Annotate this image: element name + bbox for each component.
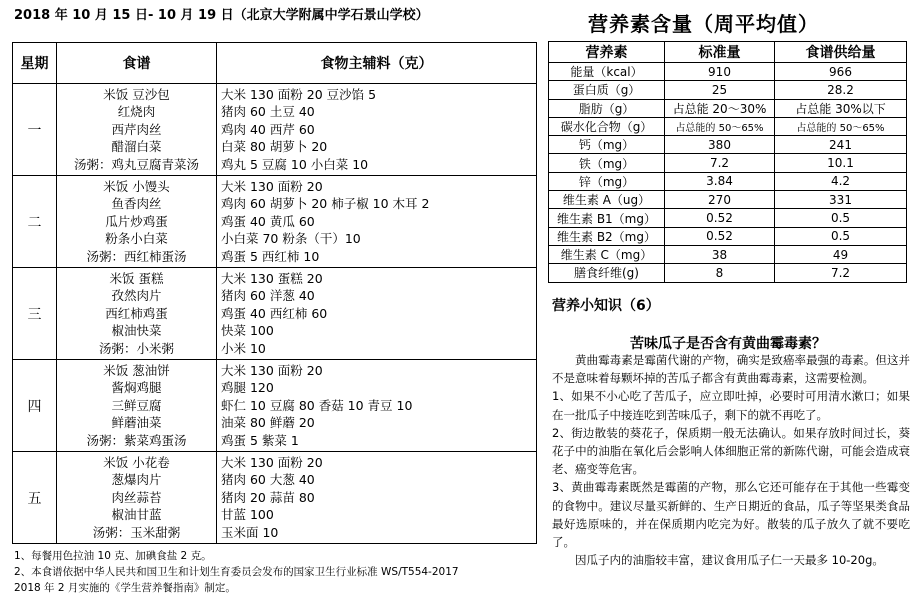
menu-body bbox=[13, 84, 537, 544]
standard-value: 占总能的 50～65% bbox=[665, 117, 775, 135]
dishes-cell bbox=[57, 452, 217, 544]
dish-item: 米饭 小馒头 bbox=[103, 179, 170, 195]
nutrition-table bbox=[548, 41, 907, 283]
ingredient-item: 大米 130 面粉 20 bbox=[221, 455, 323, 471]
supply-value: 0.5 bbox=[775, 209, 907, 227]
supply-value: 占总能的 50～65% bbox=[775, 117, 907, 135]
dish-item: 汤粥：西红柿蛋汤 bbox=[86, 248, 187, 264]
ingredient-item: 猪肉 60 土豆 40 bbox=[221, 104, 315, 120]
dish-item: 三鲜豆腐 bbox=[111, 397, 162, 413]
nutrient-name: 钙（mg） bbox=[549, 136, 665, 154]
supply-value: 4.2 bbox=[775, 172, 907, 190]
nutrition-body bbox=[549, 63, 907, 283]
footnotes bbox=[14, 548, 534, 596]
dish-item: 瓜片炒鸡蛋 bbox=[105, 213, 168, 229]
supply-value: 331 bbox=[775, 191, 907, 209]
supply-value: 49 bbox=[775, 245, 907, 263]
dish-item: 汤粥：紫菜鸡蛋汤 bbox=[86, 432, 187, 448]
weekday-header: 星期 bbox=[13, 43, 57, 84]
ingredient-item: 大米 130 面粉 20 bbox=[221, 179, 323, 195]
nutrient-name: 维生素 A（ug） bbox=[549, 191, 665, 209]
knowledge-paragraph: 黄曲霉毒素是霉菌代谢的产物，确实是致癌率最强的毒素。但这并不是意味着每颗坏掉的苦瓜子都含有黄曲霉毒素，这需要检测。 bbox=[552, 353, 910, 386]
dish-item: 葱爆肉片 bbox=[111, 472, 162, 488]
nutrition-row bbox=[549, 227, 907, 245]
nutrient-name: 铁（mg） bbox=[549, 154, 665, 172]
dishes-cell bbox=[57, 84, 217, 176]
nutrition-row bbox=[549, 81, 907, 99]
weekday-cell: 四 bbox=[13, 360, 57, 452]
recipe-header: 食谱 bbox=[57, 43, 217, 84]
weekday-cell: 一 bbox=[13, 84, 57, 176]
nutrition-row bbox=[549, 245, 907, 263]
dish-item: 西红柿鸡蛋 bbox=[105, 305, 168, 321]
weekday-cell: 五 bbox=[13, 452, 57, 544]
dish-item: 米饭 蛋糕 bbox=[109, 271, 164, 287]
ingredients-cell bbox=[217, 268, 537, 360]
dishes-cell bbox=[57, 360, 217, 452]
dish-item: 汤粥：玉米甜粥 bbox=[92, 524, 181, 540]
dish-item: 粉条小白菜 bbox=[105, 231, 168, 247]
menu-header-row bbox=[13, 43, 537, 84]
nutrition-row bbox=[549, 172, 907, 190]
ingredient-item: 白菜 80 胡萝卜 20 bbox=[221, 139, 328, 155]
standard-value: 25 bbox=[665, 81, 775, 99]
ingredient-item: 大米 130 面粉 20 豆沙馅 5 bbox=[221, 87, 377, 103]
nutrient-header: 营养素 bbox=[549, 42, 665, 63]
menu-date-header: 2018 年 10 月 15 日- 10 月 19 日（北京大学附属中学石景山学校） bbox=[14, 8, 429, 23]
supply-value: 28.2 bbox=[775, 81, 907, 99]
menu-day-row bbox=[13, 176, 537, 268]
dish-item: 汤粥：鸡丸豆腐青菜汤 bbox=[73, 156, 199, 172]
knowledge-paragraph: 3、黄曲霉毒素既然是霉菌的产物，那么它还可能存在于其他一些霉变的食物中。建议尽量买新鲜的、生产日期近的食品，瓜子等坚果类食品最好选原味的，并在保质期内吃完为好。散装的瓜子放久了就不要吃了。 bbox=[552, 480, 910, 550]
ingredient-item: 虾仁 10 豆腐 80 香菇 10 青豆 10 bbox=[221, 397, 413, 413]
weekday-cell: 二 bbox=[13, 176, 57, 268]
nutrient-name: 脂肪（g） bbox=[549, 99, 665, 117]
ingredients-cell bbox=[217, 360, 537, 452]
ingredient-item: 甘蓝 100 bbox=[221, 507, 274, 523]
dish-item: 醋溜白菜 bbox=[111, 139, 162, 155]
knowledge-question: 苦味瓜子是否含有黄曲霉毒素？ bbox=[630, 336, 826, 352]
menu-day-row bbox=[13, 360, 537, 452]
nutrition-row bbox=[549, 191, 907, 209]
ingredient-item: 小白菜 70 粉条（干）10 bbox=[221, 231, 361, 247]
standard-value: 7.2 bbox=[665, 154, 775, 172]
ingredient-item: 鸡丸 5 豆腐 10 小白菜 10 bbox=[221, 156, 369, 172]
footnote: 2、本食谱依据中华人民共和国卫生和计划生育委员会发布的国家卫生行业标准 WS/T554-2017 bbox=[14, 566, 459, 578]
dish-item: 肉丝蒜苔 bbox=[111, 489, 162, 505]
ingredient-item: 鸡肉 40 西芹 60 bbox=[221, 121, 315, 137]
ingredient-item: 鸡蛋 5 西红柿 10 bbox=[221, 248, 320, 264]
nutrient-name: 蛋白质（g） bbox=[549, 81, 665, 99]
dish-item: 鱼香肉丝 bbox=[111, 196, 162, 212]
ingredient-item: 大米 130 面粉 20 bbox=[221, 363, 323, 379]
supply-value: 0.5 bbox=[775, 227, 907, 245]
dishes-cell bbox=[57, 176, 217, 268]
dish-item: 椒油快菜 bbox=[111, 323, 162, 339]
ingredients-cell bbox=[217, 84, 537, 176]
dish-item: 米饭 葱油饼 bbox=[103, 363, 170, 379]
dish-item: 红烧肉 bbox=[117, 104, 156, 120]
dish-item: 孜然肉片 bbox=[111, 288, 162, 304]
standard-value: 占总能 20～30% bbox=[665, 99, 775, 117]
nutrient-name: 维生素 B2（mg） bbox=[549, 227, 665, 245]
nutrition-row bbox=[549, 264, 907, 282]
ingredients-cell bbox=[217, 452, 537, 544]
dish-item: 西芹肉丝 bbox=[111, 121, 162, 137]
nutrition-row bbox=[549, 209, 907, 227]
knowledge-paragraph: 因瓜子内的油脂较丰富，建议食用瓜子仁一天最多 10-20g。 bbox=[575, 553, 884, 568]
dish-item: 米饭 豆沙包 bbox=[103, 87, 170, 103]
standard-value: 380 bbox=[665, 136, 775, 154]
ingredient-item: 猪肉 60 洋葱 40 bbox=[221, 288, 315, 304]
footnote: 2018 年 2 月实施的《学生营养餐指南》制定。 bbox=[14, 582, 236, 594]
standard-value: 270 bbox=[665, 191, 775, 209]
nutrient-name: 锌（mg） bbox=[549, 172, 665, 190]
ingredient-item: 鸡蛋 40 黄瓜 60 bbox=[221, 213, 315, 229]
ingredient-item: 快菜 100 bbox=[221, 323, 274, 339]
ingredient-item: 小米 10 bbox=[221, 340, 266, 356]
dish-item: 酱焖鸡腿 bbox=[111, 380, 162, 396]
menu-day-row bbox=[13, 84, 537, 176]
menu-day-row bbox=[13, 268, 537, 360]
nutrition-row bbox=[549, 136, 907, 154]
nutrition-header-row bbox=[549, 42, 907, 63]
dish-item: 汤粥：小米粥 bbox=[98, 340, 174, 356]
supply-value: 7.2 bbox=[775, 264, 907, 282]
standard-value: 0.52 bbox=[665, 209, 775, 227]
supply-value: 966 bbox=[775, 63, 907, 81]
ingredient-item: 猪肉 20 蒜苗 80 bbox=[221, 489, 315, 505]
nutrition-row bbox=[549, 99, 907, 117]
nutrient-name: 能量（kcal） bbox=[549, 63, 665, 81]
menu-table bbox=[12, 42, 537, 544]
knowledge-body bbox=[552, 351, 910, 569]
supply-value: 占总能 30%以下 bbox=[775, 99, 907, 117]
knowledge-paragraph: 1、如果不小心吃了苦瓜子，应立即吐掉，必要时可用清水漱口；如果在一批瓜子中接连吃到苦味瓜子，剩下的就不再吃了。 bbox=[552, 389, 910, 422]
ingredient-item: 鸡肉 60 胡萝卜 20 柿子椒 10 木耳 2 bbox=[221, 196, 430, 212]
dish-item: 鲜蘑油菜 bbox=[111, 415, 162, 431]
nutrition-row bbox=[549, 154, 907, 172]
dishes-cell bbox=[57, 268, 217, 360]
ingredient-item: 油菜 80 鲜蘑 20 bbox=[221, 415, 315, 431]
standard-value: 3.84 bbox=[665, 172, 775, 190]
nutrition-title: 营养素含量（周平均值） bbox=[588, 12, 819, 36]
ingredient-item: 大米 130 蛋糕 20 bbox=[221, 271, 323, 287]
ingredients-cell bbox=[217, 176, 537, 268]
standard-value: 38 bbox=[665, 245, 775, 263]
nutrient-name: 维生素 C（mg） bbox=[549, 245, 665, 263]
ingredient-item: 鸡腿 120 bbox=[221, 380, 274, 396]
ingredients-header: 食物主辅料（克） bbox=[217, 43, 537, 84]
weekday-cell: 三 bbox=[13, 268, 57, 360]
standard-header: 标准量 bbox=[665, 42, 775, 63]
supply-header: 食谱供给量 bbox=[775, 42, 907, 63]
footnote: 1、每餐用色拉油 10 克、加碘食盐 2 克。 bbox=[14, 550, 212, 562]
nutrient-name: 膳食纤维(g) bbox=[549, 264, 665, 282]
ingredient-item: 玉米面 10 bbox=[221, 524, 279, 540]
menu-day-row bbox=[13, 452, 537, 544]
dish-item: 椒油甘蓝 bbox=[111, 507, 162, 523]
supply-value: 10.1 bbox=[775, 154, 907, 172]
nutrient-name: 维生素 B1（mg） bbox=[549, 209, 665, 227]
nutrition-row bbox=[549, 117, 907, 135]
ingredient-item: 鸡蛋 5 紫菜 1 bbox=[221, 432, 299, 448]
knowledge-paragraph: 2、街边散装的葵花子，保质期一般无法确认。如果存放时间过长，葵花子中的油脂在氧化后会影响人体细胞正常的新陈代谢，可能会造成衰老、癌变等危害。 bbox=[552, 425, 910, 477]
ingredient-item: 鸡蛋 40 西红柿 60 bbox=[221, 305, 328, 321]
nutrient-name: 碳水化合物（g） bbox=[549, 117, 665, 135]
supply-value: 241 bbox=[775, 136, 907, 154]
dish-item: 米饭 小花卷 bbox=[103, 455, 170, 471]
standard-value: 8 bbox=[665, 264, 775, 282]
knowledge-title: 营养小知识（6） bbox=[552, 298, 660, 314]
nutrition-row bbox=[549, 63, 907, 81]
standard-value: 0.52 bbox=[665, 227, 775, 245]
standard-value: 910 bbox=[665, 63, 775, 81]
ingredient-item: 猪肉 60 大葱 40 bbox=[221, 472, 315, 488]
